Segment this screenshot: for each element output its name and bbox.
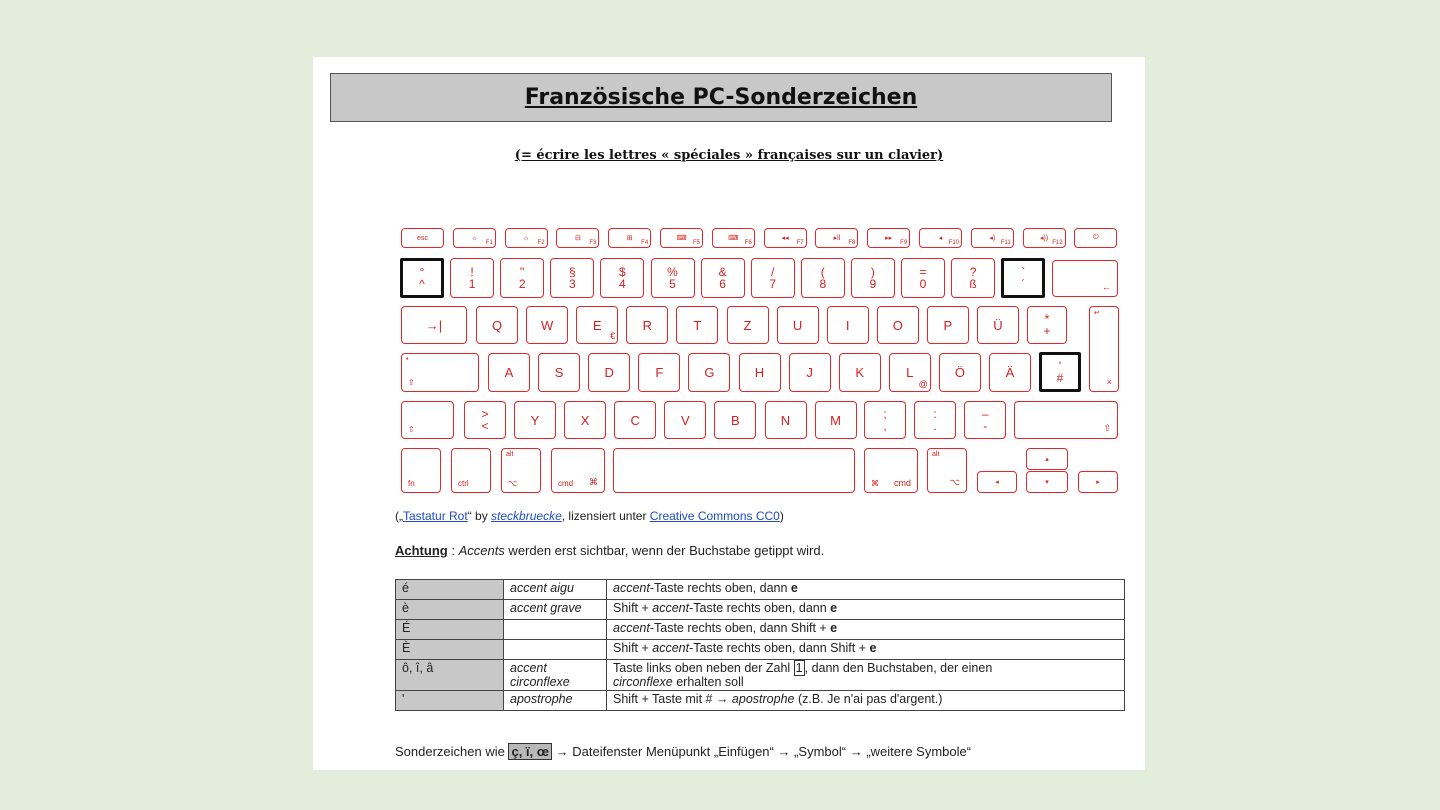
ctrl-label: ctrl [458,479,469,488]
key-label: K [855,365,865,380]
fn-key [1074,228,1117,248]
key-shift-label: – [981,407,989,421]
key-base-label: ^ [419,277,425,291]
fn-mod-label: fn [408,479,415,488]
key [564,401,606,439]
char-cell: È [396,640,504,660]
fn-key [608,228,651,248]
key [889,353,931,392]
description-cell [607,620,1125,640]
fn-key-sub: F7 [796,240,804,246]
credit-license-link[interactable]: Creative Commons CC0 [649,509,780,523]
accent-name-cell: apostrophe [504,691,607,711]
desc-key: e [790,581,798,595]
key [626,306,668,344]
shift-icon: ⇧ [408,425,415,434]
description-cell [607,640,1125,660]
credit-author: steckbruecke [491,509,562,523]
desc-post: -Taste rechts oben, dann [649,581,791,595]
key-label: J [806,365,813,380]
key-base-label: - [983,419,988,433]
euro-mark: € [610,331,616,341]
key-label: ⊞ [626,235,633,242]
key-label: ◂ [995,479,999,486]
key-shift-label: & [718,265,727,279]
desc-key: e [830,621,838,635]
fn-key-sub: F3 [589,240,597,246]
cmd-label: cmd [558,479,574,488]
key-label: F [655,365,664,380]
alt-label: alt [506,451,514,458]
footer-line [395,744,971,759]
key [939,353,981,392]
key-base-label: < [481,419,489,433]
key [450,258,494,298]
backspace-key [1052,260,1118,297]
key [839,353,881,392]
key [588,353,630,392]
fn-key-sub: F11 [1000,240,1011,246]
fn-key [453,228,496,248]
key-label: E [592,317,602,333]
key-label: C [630,412,640,428]
accent-name-cell: accent aigu [504,580,607,600]
key [727,306,769,344]
arrow-right-key [1078,471,1118,493]
arrow-left-key [977,471,1017,493]
key [538,353,580,392]
key-label: V [680,412,690,428]
key [777,306,819,344]
cmd-icon: ⌘ [589,477,598,487]
key [701,258,745,298]
key-label: ⌨ [676,235,687,242]
key-base-label: 3 [568,277,576,291]
key-label: A [504,365,514,380]
key-base-label: ß [969,277,977,291]
key [638,353,680,392]
fn-key-sub: F8 [848,240,856,246]
key [827,306,869,344]
accent-name-line1: accent [510,661,547,675]
key-label: P [943,317,953,333]
accent-table [395,579,1125,711]
key-shift-label: > [481,407,489,421]
key-shift-label: ' [1058,359,1062,373]
key-shift-label: ° [419,265,425,279]
enter-key [1089,306,1119,392]
key-label: O [892,317,903,333]
key-shift-label: % [667,265,678,279]
key [964,401,1006,439]
cmd-label: cmd [893,478,911,488]
key-label: ▸ [1096,479,1100,486]
key-highlighted [1001,258,1045,298]
key-label: U [792,317,803,333]
shift-right-key [1014,401,1118,439]
alt-right-key [927,448,967,493]
fn-key [815,228,858,248]
key-base-label: 0 [919,277,927,291]
backspace-icon: ← [1102,282,1111,292]
key [526,306,568,344]
key [576,306,618,344]
caps-key [401,353,479,392]
fn-key [971,228,1014,248]
key-shift-label: = [919,265,927,279]
key-label: R [642,317,652,333]
document-page [313,57,1145,770]
key-label: M [830,412,842,428]
key-label: H [754,365,765,380]
credit-image-link[interactable]: Tastatur Rot [403,509,468,523]
key [765,401,807,439]
key-label: ◂) [989,235,996,242]
char-cell: É [396,620,504,640]
at-mark: @ [918,379,928,389]
description-cell [607,660,1125,691]
alt-label: alt [932,451,940,458]
key [751,258,795,298]
key-highlighted [1039,352,1081,392]
fn-mod-key [401,448,441,493]
key-base-label: 9 [869,277,877,291]
key-label: T [693,317,702,333]
cmd-icon: ⌘ [871,479,879,488]
desc-post2: erhalten soll [672,675,744,689]
key [714,401,756,439]
key-shift-label: " [520,265,525,279]
key-shift-label: ) [870,265,875,279]
desc-accent: accent [652,601,690,615]
credit-mid2: , lizensiert unter [561,509,650,523]
key-base-label: 1 [468,277,476,291]
alt-left-key [501,448,541,493]
caps-dot: • [406,356,409,363]
accent-table-body [396,580,1125,711]
char-cell: è [396,600,504,620]
key [864,401,906,439]
fn-key [505,228,548,248]
key-label: Ü [993,317,1003,333]
key-shift-label: ? [969,265,977,279]
key-label: D [604,365,614,380]
image-credit [395,509,784,523]
desc-key: e [830,601,838,615]
desc-accent: circonflexe [613,675,673,689]
fn-key [556,228,599,248]
key-base-label: 7 [769,277,777,291]
credit-close: ) [779,509,784,523]
key [914,401,956,439]
key [550,258,594,298]
key-label: Ö [954,365,965,380]
key-base-label: 6 [719,277,726,291]
key-base-label: . [933,419,937,433]
note-accents: Accents [458,543,505,558]
key-highlighted [400,258,444,298]
key [801,258,845,298]
key [989,353,1031,392]
key-label: →| [425,317,443,333]
cmd-right-key [864,448,918,493]
arrow-down-key [1026,471,1068,493]
key [1027,306,1067,344]
desc-accent: accent [613,581,650,595]
note-line [395,543,824,558]
table-row [396,580,1125,600]
key [977,306,1019,344]
enter-mark: × [1106,377,1112,387]
key-label: ▴ [1045,456,1049,463]
key [951,258,995,298]
ctrl-key [451,448,491,493]
title-box [330,73,1112,122]
key-base-label: 5 [669,277,676,291]
key [476,306,518,344]
key [815,401,857,439]
key-label: N [780,412,791,428]
key-shift-label: § [568,265,576,279]
fn-key-sub: F2 [537,240,545,246]
key-label: I [845,317,850,333]
desc-accent: accent [613,621,650,635]
alt-icon: ⌥ [949,477,960,487]
key-label: ◂)) [1040,235,1049,242]
accent-name-cell [504,640,607,660]
table-row [396,660,1125,691]
table-row [396,600,1125,620]
cmd-left-key [551,448,605,493]
key [688,353,730,392]
key-label: ⌨ [728,235,739,242]
desc-pre: Shift + [613,641,653,655]
footer-pre: Sonderzeichen wie [395,744,509,759]
key-label: ☼ [471,234,478,242]
key [877,306,919,344]
key-base-label: 2 [518,277,526,291]
desc-post: -Taste rechts oben, dann Shift + [689,641,870,655]
note-rest: werden erst sichtbar, wenn der Buchstabe getippt wird. [504,543,825,558]
key-label: W [540,317,554,333]
credit-mid: “ by [467,509,492,523]
special-chars-chip: ç, ï, œ [508,743,552,760]
key-shift-label: * [1044,312,1050,326]
fn-key [867,228,910,248]
shift-left-key [401,401,454,439]
key-base-label: 4 [619,277,626,291]
key [927,306,969,344]
desc-post: -Taste rechts oben, dann [689,601,831,615]
key-shift-label: / [771,265,775,279]
accent-name-cell [504,660,607,691]
desc-post: -Taste rechts oben, dann Shift + [649,621,831,635]
key-label: ⏻ [1093,234,1099,241]
fn-key [712,228,755,248]
fn-key-sub: F6 [744,240,752,246]
description-cell [607,580,1125,600]
footer-post: → Dateifenster Menüpunkt „Einfügen“ → „Symbol“ → „weitere Symbole“ [552,744,972,759]
shift-icon: ⇧ [1103,423,1111,433]
credit-author-link[interactable] [491,509,562,523]
key-label: ◂◂ [781,235,789,242]
accent-name-line2: circonflexe [510,675,570,689]
key-label: esc [417,234,428,242]
key-label: Z [743,317,752,333]
desc-pre: Shift + [613,601,653,615]
fn-key [764,228,807,248]
key-base-label: + [1043,324,1051,338]
key-base-label: 8 [819,277,827,291]
key-base-label: # [1056,371,1064,385]
key [851,258,895,298]
key-shift-label: ; [883,407,887,421]
key-label: L [906,365,914,380]
caps-icon: ⇪ [408,378,415,387]
fn-key [919,228,962,248]
key-label: X [580,412,590,428]
table-row [396,620,1125,640]
key [514,401,556,439]
table-row [396,640,1125,660]
key-label: ☼ [522,234,530,242]
desc-pre: Shift + Taste mit # → [613,692,732,706]
key-label: Ä [1005,365,1015,380]
note-label: Achtung [395,543,448,558]
credit-open: („ [395,509,403,523]
key [901,258,945,298]
key [500,258,544,298]
space-key [613,448,855,493]
key [651,258,695,298]
desc-boxed-number: 1 [795,661,803,675]
fn-key-sub: F4 [641,240,649,246]
key-base-label: , [883,419,887,433]
key-shift-label: ` [1021,265,1026,279]
key-label: S [554,365,564,380]
note-sep: : [447,543,459,558]
fn-key-sub: F1 [485,240,493,246]
key [664,401,706,439]
desc-accent: accent [652,641,690,655]
fn-key-sub: F12 [1052,240,1063,246]
accent-name-cell [504,620,607,640]
fn-key [401,228,444,248]
table-row [396,691,1125,711]
enter-icon: ↵ [1094,310,1100,317]
page-subtitle: (= écrire les lettres « spéciales » françaises sur un clavier) [514,148,944,163]
key-label: Y [530,412,540,428]
arrow-up-key [1026,448,1068,470]
key-shift-label: ! [470,265,474,279]
key [676,306,718,344]
page-title: Französische PC-Sonderzeichen [524,85,918,110]
char-cell: é [396,580,504,600]
accent-name-cell: accent grave [504,600,607,620]
char-cell: ' [396,691,504,711]
key-shift-label: $ [619,265,626,279]
key-label: ◂ [938,235,943,242]
key [739,353,781,392]
fn-key [660,228,703,248]
desc-post: , dann den Buchstaben, der einen [804,661,993,675]
key-label: ▸▸ [885,235,893,242]
key-shift-label: ( [820,265,825,279]
desc-post: (z.B. Je n'ai pas d'argent.) [794,692,943,706]
description-cell [607,691,1125,711]
key [464,401,506,439]
key-label: ⊟ [574,235,581,242]
key [600,258,644,298]
fn-key-sub: F9 [900,240,908,246]
description-cell [607,600,1125,620]
fn-key-sub: F5 [692,240,700,246]
desc-key: e [869,641,877,655]
key-label: G [704,365,715,380]
key [789,353,831,392]
desc-accent: apostrophe [731,692,795,706]
key-base-label: ´ [1021,277,1026,291]
alt-icon: ⌥ [508,479,518,488]
key-label: Q [491,317,503,333]
key-label: ▾ [1045,479,1049,486]
fn-key-sub: F10 [948,240,959,246]
char-cell: ô, î, â [396,660,504,691]
fn-key [1023,228,1066,248]
tab-key [401,306,467,344]
key [614,401,656,439]
key-shift-label: : [933,407,937,421]
key [488,353,530,392]
key-label: ▸ll [833,235,841,242]
desc-pre: Taste links oben neben der Zahl [613,661,794,675]
key-label: B [731,412,740,428]
